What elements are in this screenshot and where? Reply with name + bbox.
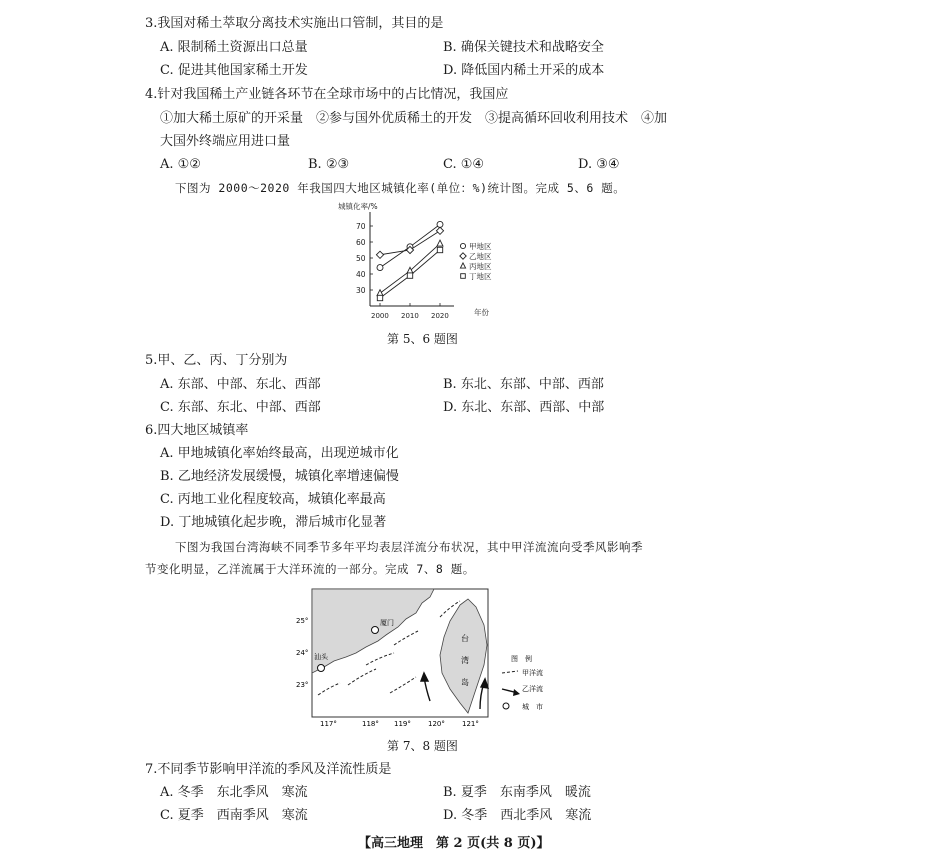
lon-label-119: 119° — [394, 720, 411, 728]
q5-option-d: D. 东北、东部、西部、中部 — [443, 400, 605, 415]
q6-option-b: B. 乙地经济发展缓慢，城镇化率增速偏慢 — [160, 469, 399, 484]
lon-label-120: 120° — [428, 720, 445, 728]
y-tick-label: 40 — [356, 270, 366, 279]
legend-marker-series-3 — [460, 263, 465, 268]
page-footer: 【高三地理 第 2 页(共 8 页)】 — [358, 836, 550, 851]
intro-q7-q8-line2: 节变化明显，乙洋流属于大洋环流的一部分。完成 7、8 题。 — [145, 562, 475, 576]
map-legend-title: 图 例 — [511, 655, 532, 663]
data-point-series-1 — [437, 221, 443, 227]
x-tick-label: 2010 — [401, 312, 419, 320]
y-axis-label: 城镇化率/% — [338, 202, 378, 211]
q3-option-a: A. 限制稀土资源出口总量 — [160, 40, 308, 55]
intro-q5-q6: 下图为 2000～2020 年我国四大地区城镇化率(单位：%)统计图。完成 5、6 题。 — [175, 181, 626, 195]
data-point-series-2 — [436, 227, 443, 234]
lon-label-118: 118° — [362, 720, 379, 728]
q3-stem: 3.我国对稀土萃取分离技术实施出口管制，其目的是 — [145, 16, 444, 31]
q4-items-line1: ①加大稀土原矿的开采量 ②参与国外优质稀土的开发 ③提高循环回收利用技术 ④加 — [160, 111, 668, 126]
island-char-2: 湾 — [461, 656, 469, 665]
data-point-series-3 — [407, 267, 413, 273]
legend-yi-label: 乙洋流 — [522, 685, 543, 693]
city-label-shantou: 汕头 — [314, 653, 328, 661]
x-tick-label: 2000 — [371, 312, 389, 320]
figure-caption-5-6: 第 5、6 题图 — [387, 332, 458, 346]
x-tick-label: 2020 — [431, 312, 449, 320]
legend-label-series-3: 丙地区 — [469, 262, 492, 271]
q6-option-d: D. 丁地城镇化起步晚，滞后城市化显著 — [160, 515, 387, 530]
q7-option-a: A. 冬季 东北季风 寒流 — [160, 785, 308, 800]
q4-option-b: B. ②③ — [308, 157, 350, 172]
q4-items-line2: 大国外终端应用进口量 — [160, 134, 291, 149]
legend-jia-label: 甲洋流 — [522, 669, 543, 677]
data-point-series-3 — [437, 240, 443, 246]
legend-city-symbol — [503, 703, 509, 709]
q6-stem: 6.四大地区城镇率 — [145, 423, 249, 438]
xiamen-city-marker — [372, 627, 379, 634]
island-char-3: 岛 — [461, 678, 469, 687]
q6-option-a: A. 甲地城镇化率始终最高，出现逆城市化 — [160, 446, 399, 461]
q3-option-d: D. 降低国内稀土开采的成本 — [443, 63, 605, 78]
lat-label-25: 25° — [296, 617, 309, 625]
q7-option-d: D. 冬季 西北季风 寒流 — [443, 808, 592, 823]
legend-yi-arrowhead — [513, 689, 520, 696]
shantou-city-marker — [318, 665, 325, 672]
q5-option-b: B. 东北、东部、中部、西部 — [443, 377, 604, 392]
q7-option-b: B. 夏季 东南季风 暖流 — [443, 785, 591, 800]
city-label-xiamen: 厦门 — [380, 619, 394, 627]
legend-jia-symbol — [502, 671, 518, 673]
y-tick-label: 70 — [356, 222, 366, 231]
x-axis-label: 年份 — [474, 308, 489, 317]
q3-option-b: B. 确保关键技术和战略安全 — [443, 40, 604, 55]
q4-option-c: C. ①④ — [443, 157, 485, 172]
q7-option-c: C. 夏季 西南季风 寒流 — [160, 808, 308, 823]
legend-marker-series-4 — [461, 274, 466, 279]
lat-label-24: 24° — [296, 649, 309, 657]
data-point-series-4 — [377, 295, 382, 300]
q5-option-a: A. 东部、中部、东北、西部 — [160, 377, 321, 392]
q6-option-c: C. 丙地工业化程度较高，城镇化率最高 — [160, 492, 386, 507]
urbanization-chart — [330, 200, 530, 322]
q4-option-d: D. ③④ — [578, 157, 620, 172]
data-point-series-1 — [377, 265, 383, 271]
data-point-series-3 — [377, 290, 383, 296]
y-tick-label: 50 — [356, 254, 366, 263]
q5-option-c: C. 东部、东北、中部、西部 — [160, 400, 321, 415]
q7-stem: 7.不同季节影响甲洋流的季风及洋流性质是 — [145, 762, 392, 777]
lat-label-23: 23° — [296, 681, 309, 689]
y-tick-label: 60 — [356, 238, 366, 247]
q4-stem: 4.针对我国稀土产业链各环节在全球市场中的占比情况，我国应 — [145, 87, 509, 102]
legend-label-series-1: 甲地区 — [469, 242, 492, 251]
lon-label-117: 117° — [320, 720, 337, 728]
figure-caption-7-8: 第 7、8 题图 — [387, 739, 458, 753]
data-point-series-2 — [376, 251, 383, 258]
data-point-series-4 — [437, 247, 442, 252]
q5-stem: 5.甲、乙、丙、丁分别为 — [145, 353, 288, 368]
legend-city-label: 城 市 — [522, 703, 543, 711]
legend-marker-series-1 — [460, 243, 465, 248]
legend-label-series-2: 乙地区 — [469, 252, 492, 261]
island-char-1: 台 — [461, 634, 469, 643]
legend-label-series-4: 丁地区 — [469, 272, 492, 281]
data-point-series-4 — [407, 273, 412, 278]
q3-option-c: C. 促进其他国家稀土开发 — [160, 63, 308, 78]
taiwan-strait-current-map — [290, 585, 590, 730]
legend-marker-series-2 — [460, 253, 466, 259]
y-tick-label: 30 — [356, 286, 366, 295]
lon-label-121: 121° — [462, 720, 479, 728]
intro-q7-q8-line1: 下图为我国台湾海峡不同季节多年平均表层洋流分布状况，其中甲洋流流向受季风影响季 — [175, 540, 643, 554]
q4-option-a: A. ①② — [160, 157, 201, 172]
